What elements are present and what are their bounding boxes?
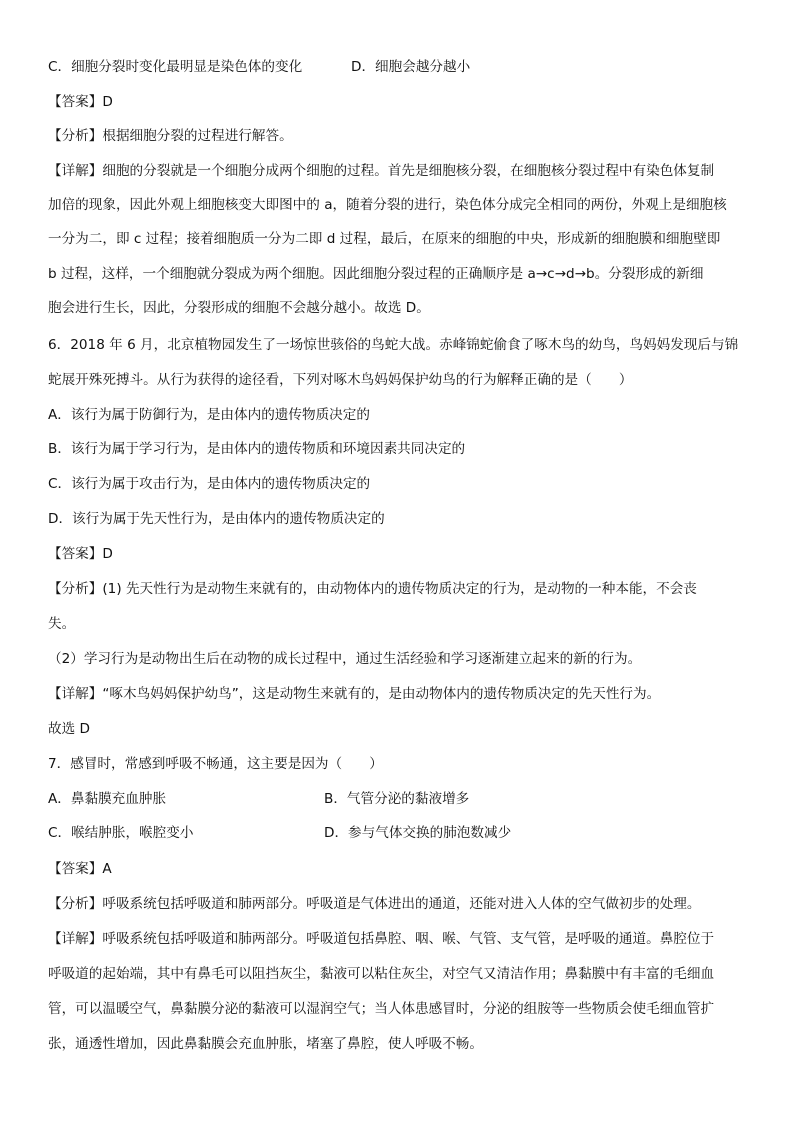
q7-analysis: 【分析】呼吸系统包括呼吸道和肺两部分。呼吸道是气体进出的通道，还能对进入人体的空气做初步的处理。 [48, 896, 701, 912]
q7-option-b: B．气管分泌的黏液增多 [324, 791, 470, 807]
q7-detail-line-2: 呼吸道的起始端，其中有鼻毛可以阻挡灰尘，黏液可以粘住灰尘，对空气又清洁作用；鼻黏膜中有丰富的毛细血 [48, 966, 715, 982]
q6-option-d: D．该行为属于先天性行为，是由体内的遗传物质决定的 [48, 511, 385, 527]
q6-analysis-line-3: （2）学习行为是动物出生后在动物的成长过程中，通过生活经验和学习逐渐建立起来的新的行为。 [48, 651, 642, 667]
q7-option-c: C．喉结肿胀，喉腔变小 [48, 825, 194, 841]
q5-detail-line-5: 胞会进行生长，因此，分裂形成的细胞不会越分越小。故选 D。 [48, 300, 430, 316]
q5-detail-line-2: 加倍的现象，因此外观上细胞核变大即图中的 a，随着分裂的进行，染色体分成完全相同的两份，外观上是细胞核 [48, 197, 727, 213]
q6-option-c: C．该行为属于攻击行为，是由体内的遗传物质决定的 [48, 476, 371, 492]
q6-stem-line-2: 蛇展开殊死搏斗。从行为获得的途径看，下列对啄木鸟妈妈保护幼鸟的行为解释正确的是（ ） [48, 372, 633, 388]
q7-detail-line-1: 【详解】呼吸系统包括呼吸道和肺两部分。呼吸道包括鼻腔、咽、喉、气管、支气管，是呼吸的通道。鼻腔位于 [48, 931, 715, 947]
q5-detail-line-4: b 过程，这样，一个细胞就分裂成为两个细胞。因此细胞分裂过程的正确顺序是 a→c→d→b。分裂形成的新细 [48, 266, 704, 282]
q7-stem: 7．感冒时，常感到呼吸不畅通，这主要是因为（ ） [48, 756, 383, 772]
q7-detail-line-3: 管，可以温暖空气，鼻黏膜分泌的黏液可以湿润空气；当人体患感冒时，分泌的组胺等一些物质会使毛细血管扩 [48, 1001, 715, 1017]
q5-option-c: C．细胞分裂时变化最明显是染色体的变化 [48, 59, 303, 75]
q7-options-row-2 [48, 822, 758, 844]
q6-conclusion: 故选 D [48, 721, 90, 737]
q7-options-row-1 [48, 788, 758, 810]
q6-detail: 【详解】“啄木鸟妈妈保护幼鸟”，这是动物生来就有的，是由动物体内的遗传物质决定的先天性行为。 [48, 686, 661, 702]
q7-detail-line-4: 张，通透性增加，因此鼻黏膜会充血肿胀，堵塞了鼻腔，使人呼吸不畅。 [48, 1036, 483, 1052]
q5-option-d: D．细胞会越分越小 [351, 59, 471, 75]
q7-option-d: D．参与气体交换的肺泡数减少 [324, 825, 512, 841]
q6-option-b: B．该行为属于学习行为，是由体内的遗传物质和环境因素共同决定的 [48, 441, 466, 457]
q6-answer: 【答案】D [48, 546, 113, 562]
q7-answer: 【答案】A [48, 861, 112, 877]
q6-option-a: A．该行为属于防御行为，是由体内的遗传物质决定的 [48, 407, 370, 423]
q5-detail-line-3: 一分为二，即 c 过程；接着细胞质一分为二即 d 过程，最后，在原来的细胞的中央，形成新的细胞膜和细胞壁即 [48, 231, 721, 247]
q7-option-a: A．鼻黏膜充血肿胀 [48, 791, 167, 807]
q5-detail-line-1: 【详解】细胞的分裂就是一个细胞分成两个细胞的过程。首先是细胞核分裂，在细胞核分裂过程中有染色体复制 [48, 163, 715, 179]
q5-options-row [48, 56, 758, 78]
q6-analysis-line-2: 失。 [48, 616, 76, 632]
q5-answer: 【答案】D [48, 94, 113, 110]
q5-analysis: 【分析】根据细胞分裂的过程进行解答。 [48, 128, 293, 144]
q6-stem-line-1: 6．2018 年 6 月，北京植物园发生了一场惊世骇俗的鸟蛇大战。赤峰锦蛇偷食了啄木鸟的幼鸟，鸟妈妈发现后与锦 [48, 337, 739, 353]
q6-analysis-line-1: 【分析】(1) 先天性行为是动物生来就有的，由动物体内的遗传物质决定的行为，是动物的一种本能，不会丧 [48, 581, 697, 597]
